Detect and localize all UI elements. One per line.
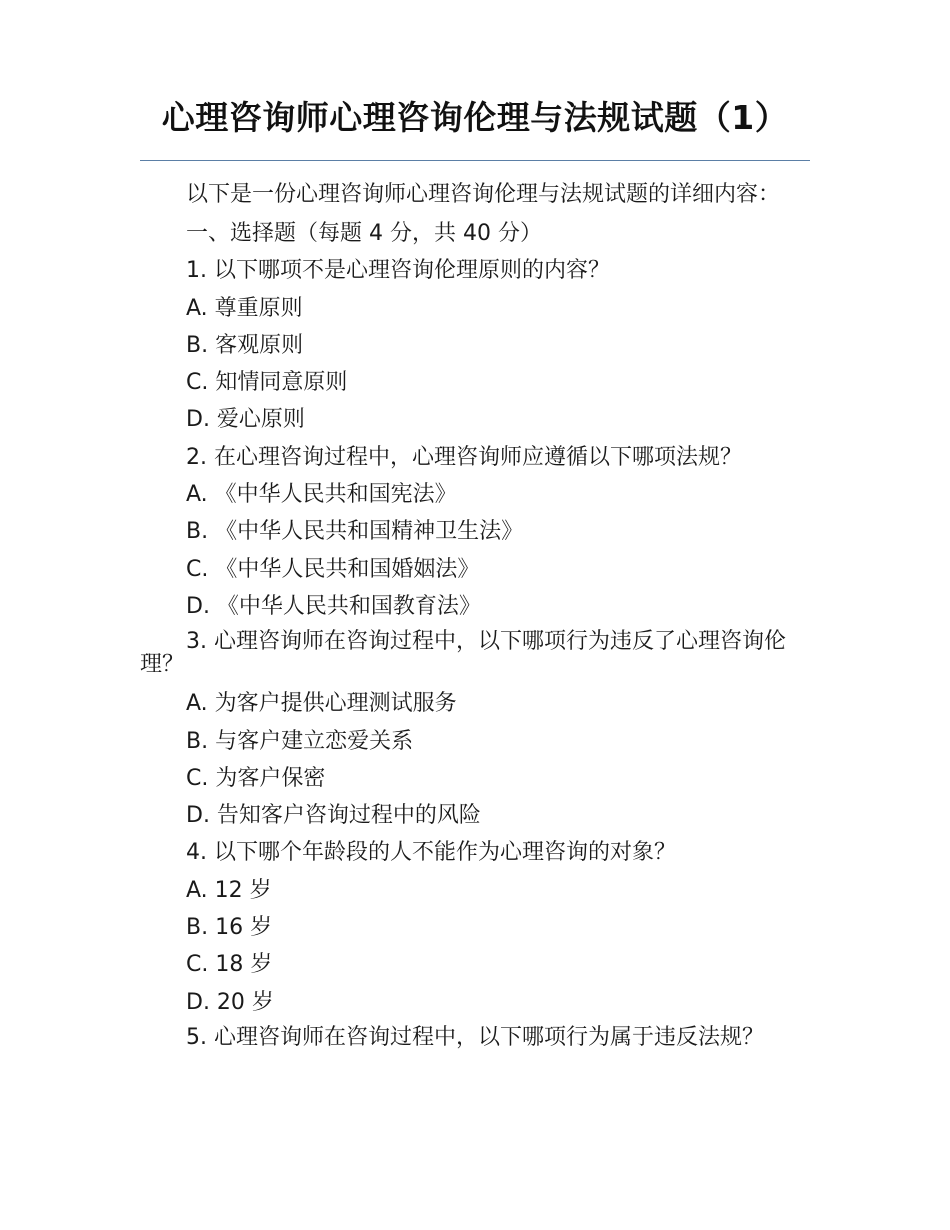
- option-2a: A. 《中华人民共和国宪法》: [186, 482, 457, 508]
- question-5: 5. 心理咨询师在咨询过程中，以下哪项行为属于违反法规？: [186, 1024, 764, 1050]
- question-2: 2. 在心理咨询过程中，心理咨询师应遵循以下哪项法规？: [186, 444, 742, 470]
- intro-paragraph: 以下是一份心理咨询师心理咨询伦理与法规试题的详细内容：: [186, 182, 781, 207]
- option-3d: D. 告知客户咨询过程中的风险: [186, 803, 481, 829]
- option-4c: C. 18 岁: [186, 952, 273, 978]
- option-4a: A. 12 岁: [186, 877, 272, 903]
- title-underline: [140, 160, 810, 161]
- option-1a: A. 尊重原则: [186, 295, 303, 321]
- question-4: 4. 以下哪个年龄段的人不能作为心理咨询的对象？: [186, 840, 676, 866]
- option-1c: C. 知情同意原则: [186, 370, 348, 396]
- option-2b: B. 《中华人民共和国精神卫生法》: [186, 519, 524, 545]
- option-4b: B. 16 岁: [186, 915, 273, 941]
- question-1: 1. 以下哪项不是心理咨询伦理原则的内容？: [186, 258, 610, 284]
- document-body: [140, 178, 810, 1058]
- option-2d: D. 《中华人民共和国教育法》: [186, 593, 481, 619]
- option-1b: B. 客观原则: [186, 332, 304, 358]
- option-3b: B. 与客户建立恋爱关系: [186, 728, 414, 754]
- question-3: 3. 心理咨询师在咨询过程中，以下哪项行为违反了心理咨询伦理？: [140, 629, 786, 678]
- option-3a: A. 为客户提供心理测试服务: [186, 691, 457, 717]
- option-2c: C. 《中华人民共和国婚姻法》: [186, 556, 480, 582]
- option-3c: C. 为客户保密: [186, 765, 326, 791]
- option-4d: D. 20 岁: [186, 989, 274, 1015]
- option-1d: D. 爱心原则: [186, 407, 305, 433]
- section-heading: 一、选择题（每题 4 分，共 40 分）: [186, 221, 542, 246]
- document-title: 心理咨询师心理咨询伦理与法规试题（1）: [161, 98, 789, 137]
